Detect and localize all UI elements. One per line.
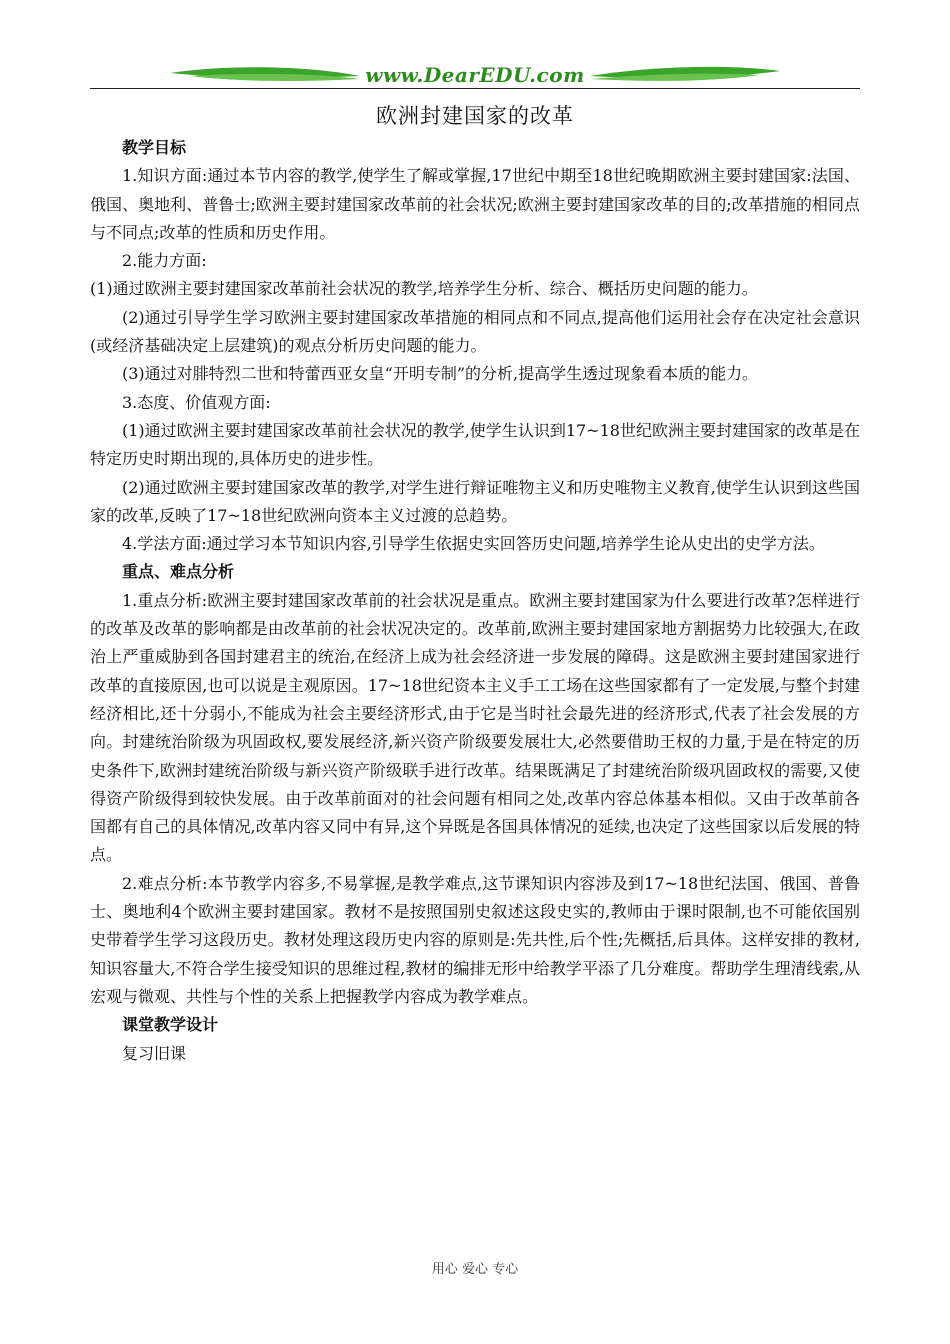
- paragraph: (2)通过引导学生学习欧洲主要封建国家改革措施的相同点和不同点,提高他们运用社会存在决定社会意识(或经济基础决定上层建筑)的观点分析历史问题的能力。: [90, 307, 860, 356]
- section-heading-design: 课堂教学设计: [122, 1015, 219, 1035]
- paragraph: (2)通过欧洲主要封建国家改革的教学,对学生进行辩证唯物主义和历史唯物主义教育,使学生认识到这些国家的改革,反映了17~18世纪欧洲向资本主义过渡的总趋势。: [90, 477, 860, 525]
- document-title: 欧洲封建国家的改革: [376, 104, 574, 128]
- site-header: [90, 58, 860, 92]
- paragraph: (3)通过对腓特烈二世和特蕾西亚女皇“开明专制”的分析,提高学生透过现象看本质的能力。: [122, 364, 759, 384]
- paragraph: 1.知识方面:通过本节内容的教学,使学生了解或掌握,17世纪中期至18世纪晚期欧洲主要封建国家:法国、俄国、奥地利、普鲁士;欧洲主要封建国家改革前的社会状况;欧洲主要封建国家改革的目的;改革措施的相同点与不同点;改革的性质和历史作用。: [90, 166, 860, 242]
- paragraph: 2.难点分析:本节教学内容多,不易掌握,是教学难点,这节课知识内容涉及到17~18世纪法国、俄国、普鲁士、奥地利4个欧洲主要封建国家。教材不是按照国别史叙述这段史实的,教师由于课时限制,也不可能依国别史带着学生学习这段历史。教材处理这段历史内容的原则是:先共性,后个性;先概括,后具体。这样安排的教材,知识容量大,不符合学生接受知识的思维过程,教材的编排无形中给教学平添了几分难度。帮助学生理清线索,从宏观与微观、共性与个性的关系上把握教学内容成为教学难点。: [90, 873, 860, 1006]
- site-logo-text: www.DearEDU.com: [365, 63, 585, 87]
- section-heading-goals: 教学目标: [122, 138, 187, 157]
- header-divider: [90, 88, 860, 89]
- document-body: [90, 134, 860, 1068]
- page-footer: 用心 爱心 专心: [431, 1262, 519, 1277]
- paragraph: (1)通过欧洲主要封建国家改革前社会状况的教学,培养学生分析、综合、概括历史问题的能力。: [90, 279, 758, 299]
- paragraph: 2.能力方面:: [122, 251, 207, 271]
- paragraph: 1.重点分析:欧洲主要封建国家改革前的社会状况是重点。欧洲主要封建国家为什么要进行改革?怎样进行的改革及改革的影响都是由改革前的社会状况决定的。改革前,欧洲主要封建国家地方割据势力比较强大,在政治上严重威胁到各国封建君主的统治,在经济上成为社会经济进一步发展的障碍。这是欧洲主要封建国家进行改革的直接原因,也可以说是主观原因。17~18世纪资本主义手工工场在这些国家都有了一定发展,与整个封建经济相比,还十分弱小,不能成为社会主要经济形式,由于它是当时社会最先进的经济形式,代表了社会发展的方向。封建统治阶级为巩固政权,要发展经济,新兴资产阶级要发展壮大,必然要借助王权的力量,于是在特定的历史条件下,欧洲封建统治阶级与新兴资产阶级联手进行改革。结果既满足了封建统治阶级巩固政权的需要,又使得资产阶级得到较快发展。由于改革前面对的社会问题有相同之处,改革内容总体基本相似。又由于改革前各国都有自己的具体情况,改革内容又同中有异,这个异既是各国具体情况的延续,也决定了这些国家以后发展的特点。: [90, 590, 860, 865]
- paragraph: (1)通过欧洲主要封建国家改革前社会状况的教学,使学生认识到17~18世纪欧洲主要封建国家的改革是在特定历史时期出现的,具体历史的进步性。: [90, 420, 860, 469]
- section-heading-focus: 重点、难点分析: [122, 562, 235, 582]
- paragraph: 3.态度、价值观方面:: [122, 392, 271, 412]
- paragraph: 4.学法方面:通过学习本节知识内容,引导学生依据史实回答历史问题,培养学生论从史出的史学方法。: [122, 534, 825, 554]
- paragraph: 复习旧课: [122, 1043, 187, 1063]
